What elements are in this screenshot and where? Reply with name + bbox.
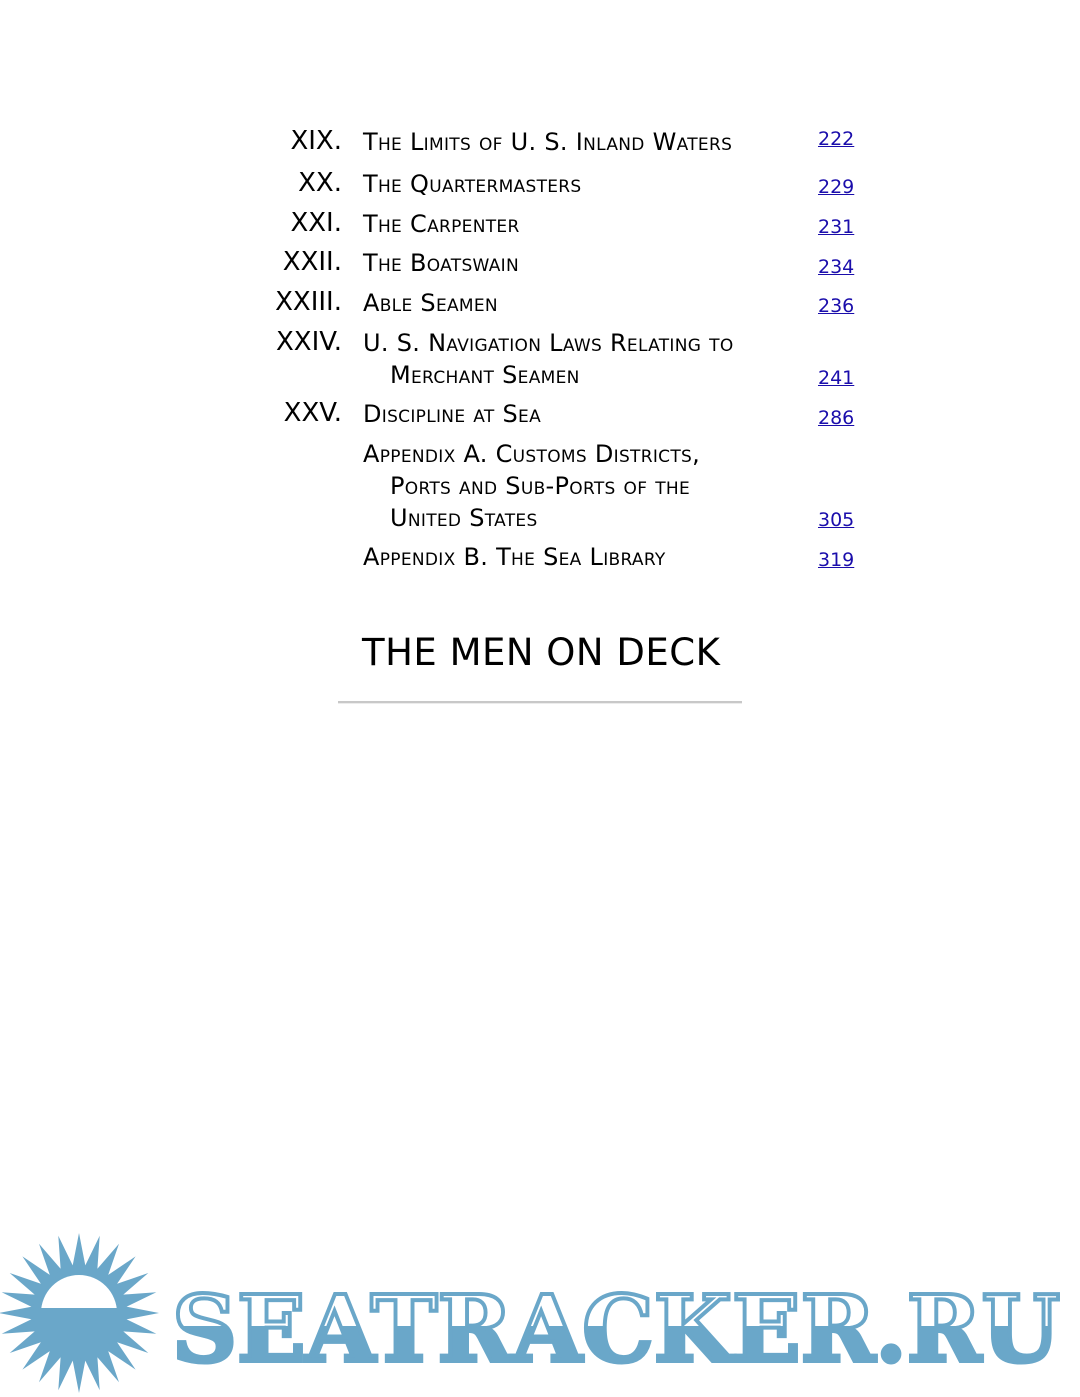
appendix-title: Appendix B. The Sea Library	[363, 543, 666, 571]
page-link[interactable]: 241	[818, 367, 855, 389]
sun-burst-icon	[0, 1233, 159, 1393]
chapter-title: Discipline at Sea	[363, 400, 542, 428]
chapter-title: The Quartermasters	[363, 170, 582, 198]
page-link[interactable]: 286	[818, 407, 855, 429]
page-link[interactable]: 319	[818, 549, 855, 571]
chapter-number: XXII.	[282, 247, 342, 277]
chapter-number: XIX.	[290, 126, 342, 156]
chapter-title: The Carpenter	[363, 210, 520, 238]
appendix-title: Appendix A. Customs Districts, Ports and Sub-Ports of the United States	[363, 440, 701, 532]
page-link[interactable]: 236	[818, 295, 855, 317]
page-link[interactable]: 305	[818, 509, 855, 531]
page-link[interactable]: 229	[818, 176, 855, 198]
chapter-number: XXI.	[290, 208, 342, 238]
section-heading: THE MEN ON DECK	[362, 631, 721, 674]
page-link[interactable]: 234	[818, 256, 855, 278]
horizontal-rule	[338, 701, 742, 704]
chapter-title: The Boatswain	[363, 249, 519, 277]
chapter-title: Able Seamen	[363, 289, 498, 317]
chapter-number: XXIII.	[275, 287, 342, 317]
page-link[interactable]: 231	[818, 216, 855, 238]
chapter-number: XXV.	[283, 398, 342, 428]
watermark-text: SEATRACKER.RU	[172, 1275, 1060, 1383]
chapter-number: XX.	[298, 168, 342, 198]
chapter-title: The Limits of U. S. Inland Waters	[363, 128, 733, 156]
page-link[interactable]: 222	[818, 128, 855, 150]
chapter-number: XXIV.	[276, 327, 342, 357]
chapter-title: U. S. Navigation Laws Relating to Merchant Seamen	[363, 329, 734, 389]
watermark-logo	[0, 1230, 1080, 1397]
